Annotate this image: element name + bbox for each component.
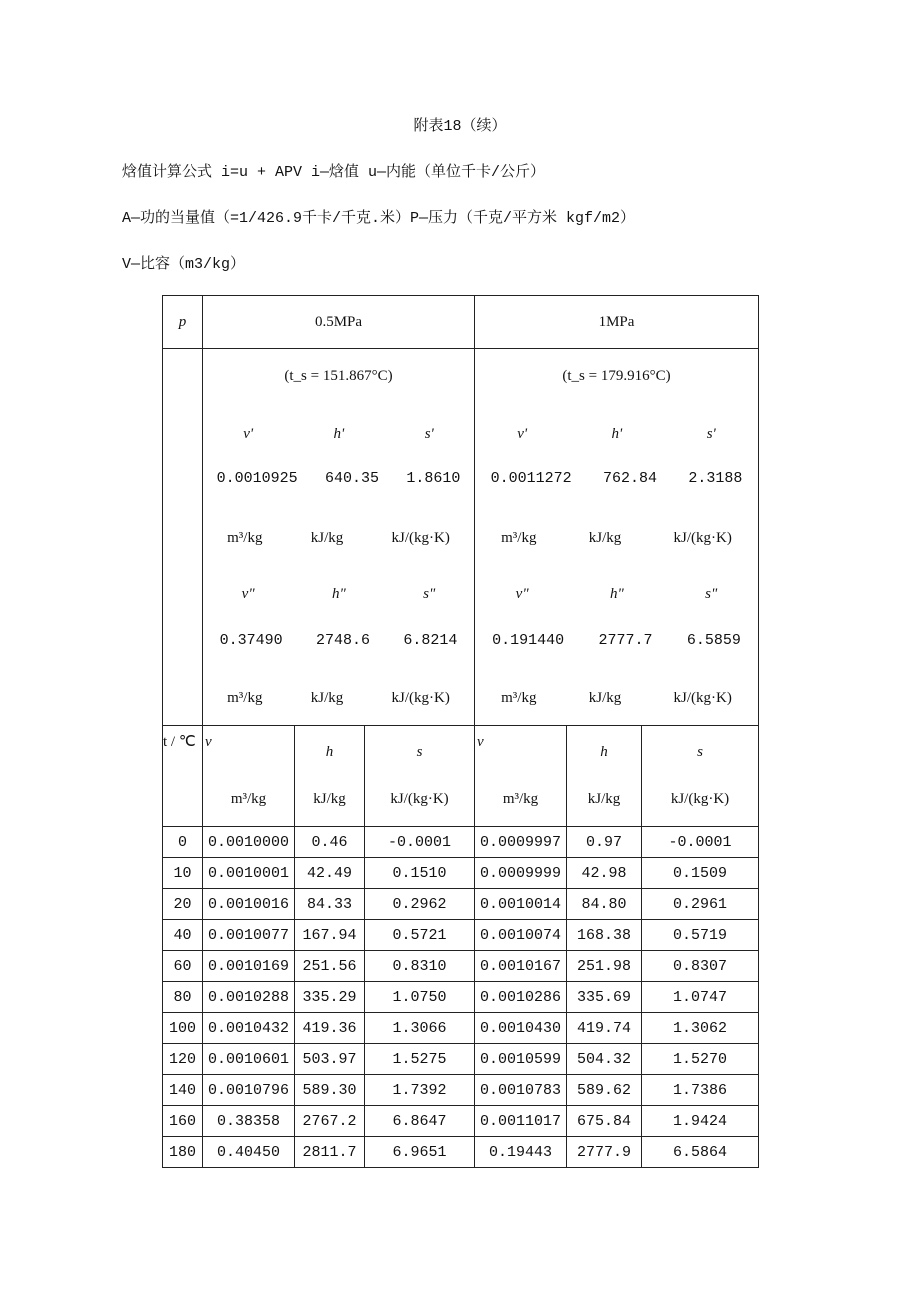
- col-header-v: v m³/kg: [475, 726, 567, 827]
- cell-v-05mpa: 0.0010000: [203, 827, 295, 858]
- unit-v: m³/kg: [227, 689, 263, 706]
- unit-s: kJ/(kg·K): [673, 689, 732, 706]
- cell-s-05mpa: 1.7392: [365, 1075, 475, 1106]
- sym-v-liquid: v': [243, 425, 254, 442]
- saturation-line: [475, 530, 758, 547]
- cell-s-1mpa: 0.8307: [642, 951, 759, 982]
- cell-h-05mpa: 335.29: [295, 982, 365, 1013]
- cell-h-1mpa: 84.80: [567, 889, 642, 920]
- saturation-line: [475, 586, 758, 603]
- cell-temperature: 20: [163, 889, 203, 920]
- saturation-line: [203, 426, 474, 443]
- s-vapor: 6.8214: [403, 631, 458, 649]
- sym-v-liquid: v': [517, 425, 528, 442]
- sym-s-vapor: s": [423, 585, 436, 602]
- cell-v-1mpa: 0.0010783: [475, 1075, 567, 1106]
- table-row: [163, 951, 759, 982]
- cell-s-1mpa: 1.0747: [642, 982, 759, 1013]
- cell-s-1mpa: 0.5719: [642, 920, 759, 951]
- cell-s-1mpa: 1.3062: [642, 1013, 759, 1044]
- cell-h-05mpa: 589.30: [295, 1075, 365, 1106]
- cell-temperature: 0: [163, 827, 203, 858]
- v-liquid: 0.0011272: [490, 469, 572, 487]
- table-title: 附表18（续）: [413, 118, 507, 135]
- pressure-header: 0.5MPa: [203, 296, 475, 349]
- s-liquid: 1.8610: [406, 469, 461, 487]
- ts: (t_s = 151.867°C): [284, 367, 393, 384]
- cell-h-05mpa: 2811.7: [295, 1137, 365, 1168]
- cell-h-1mpa: 335.69: [567, 982, 642, 1013]
- sym-h-vapor: h": [332, 585, 346, 602]
- sym-h-vapor: h": [610, 585, 624, 602]
- sym-h-liquid: h': [611, 425, 623, 442]
- col-header-h: h kJ/kg: [295, 726, 365, 827]
- cell-h-05mpa: 2767.2: [295, 1106, 365, 1137]
- saturation-line: [203, 632, 474, 649]
- unit-v: m³/kg: [227, 529, 263, 546]
- sym-v-vapor: v": [515, 585, 529, 602]
- cell-v-05mpa: 0.38358: [203, 1106, 295, 1137]
- saturation-block: [203, 349, 475, 726]
- pressure-header: 1MPa: [475, 296, 759, 349]
- cell-s-1mpa: 0.2961: [642, 889, 759, 920]
- table-row: [163, 858, 759, 889]
- table-row: [163, 827, 759, 858]
- cell-v-1mpa: 0.0010167: [475, 951, 567, 982]
- unit-h: kJ/kg: [588, 529, 622, 546]
- unit-h: kJ/kg: [310, 529, 344, 546]
- cell-h-05mpa: 42.49: [295, 858, 365, 889]
- cell-h-1mpa: 251.98: [567, 951, 642, 982]
- cell-s-1mpa: 1.5270: [642, 1044, 759, 1075]
- sym-v-vapor: v": [241, 585, 255, 602]
- table-row: [163, 920, 759, 951]
- cell-s-05mpa: -0.0001: [365, 827, 475, 858]
- cell-temperature: 40: [163, 920, 203, 951]
- sym-s-liquid: s': [706, 425, 716, 442]
- cell-v-1mpa: 0.0010286: [475, 982, 567, 1013]
- ts: (t_s = 179.916°C): [562, 367, 671, 384]
- cell-temperature: 120: [163, 1044, 203, 1075]
- cell-temperature: 180: [163, 1137, 203, 1168]
- cell-h-1mpa: 419.74: [567, 1013, 642, 1044]
- saturation-block: [475, 349, 759, 726]
- cell-v-1mpa: 0.0009997: [475, 827, 567, 858]
- cell-v-05mpa: 0.0010432: [203, 1013, 295, 1044]
- cell-h-05mpa: 167.94: [295, 920, 365, 951]
- saturation-line: [475, 426, 758, 443]
- cell-temperature: 10: [163, 858, 203, 889]
- table-row: [163, 1075, 759, 1106]
- sym-h-liquid: h': [333, 425, 345, 442]
- sym-s-liquid: s': [424, 425, 434, 442]
- cell-v-05mpa: 0.0010601: [203, 1044, 295, 1075]
- saturation-line: [475, 690, 758, 707]
- cell-temperature: 60: [163, 951, 203, 982]
- cell-h-1mpa: 0.97: [567, 827, 642, 858]
- h-vapor: 2777.7: [598, 631, 653, 649]
- table-row: [163, 1106, 759, 1137]
- table-row: [163, 889, 759, 920]
- cell-temperature: 80: [163, 982, 203, 1013]
- cell-s-05mpa: 1.3066: [365, 1013, 475, 1044]
- cell-h-05mpa: 0.46: [295, 827, 365, 858]
- cell-s-1mpa: 1.7386: [642, 1075, 759, 1106]
- cell-h-1mpa: 675.84: [567, 1106, 642, 1137]
- empty-cell: [163, 349, 203, 726]
- unit-s: kJ/(kg·K): [673, 529, 732, 546]
- p-label: p: [163, 296, 203, 349]
- cell-s-05mpa: 1.0750: [365, 982, 475, 1013]
- h-vapor: 2748.6: [315, 631, 370, 649]
- t-label: t / ℃: [163, 726, 203, 827]
- cell-h-05mpa: 419.36: [295, 1013, 365, 1044]
- col-header-v: v m³/kg: [203, 726, 295, 827]
- cell-v-05mpa: 0.0010077: [203, 920, 295, 951]
- cell-v-1mpa: 0.0010430: [475, 1013, 567, 1044]
- cell-v-05mpa: 0.40450: [203, 1137, 295, 1168]
- cell-s-05mpa: 6.9651: [365, 1137, 475, 1168]
- unit-s: kJ/(kg·K): [391, 529, 450, 546]
- saturation-line: [475, 470, 758, 487]
- cell-temperature: 160: [163, 1106, 203, 1137]
- cell-s-05mpa: 6.8647: [365, 1106, 475, 1137]
- saturation-line: [203, 530, 474, 547]
- cell-s-05mpa: 0.1510: [365, 858, 475, 889]
- cell-v-1mpa: 0.19443: [475, 1137, 567, 1168]
- cell-h-1mpa: 504.32: [567, 1044, 642, 1075]
- h-liquid: 762.84: [602, 469, 657, 487]
- table-row: [163, 1013, 759, 1044]
- v-vapor: 0.191440: [492, 631, 565, 649]
- note-specific-volume: V—比容（m3/kg）: [122, 256, 246, 273]
- cell-v-05mpa: 0.0010016: [203, 889, 295, 920]
- cell-s-1mpa: -0.0001: [642, 827, 759, 858]
- cell-v-05mpa: 0.0010001: [203, 858, 295, 889]
- cell-h-05mpa: 251.56: [295, 951, 365, 982]
- cell-s-05mpa: 1.5275: [365, 1044, 475, 1075]
- unit-h: kJ/kg: [310, 689, 344, 706]
- unit-h: kJ/kg: [588, 689, 622, 706]
- cell-s-05mpa: 0.2962: [365, 889, 475, 920]
- cell-temperature: 100: [163, 1013, 203, 1044]
- saturation-line: [203, 690, 474, 707]
- cell-s-1mpa: 1.9424: [642, 1106, 759, 1137]
- saturation-line: [203, 368, 474, 385]
- s-vapor: 6.5859: [686, 631, 741, 649]
- cell-s-05mpa: 0.5721: [365, 920, 475, 951]
- saturation-line: [203, 586, 474, 603]
- v-vapor: 0.37490: [219, 631, 283, 649]
- table-row: [163, 982, 759, 1013]
- cell-s-1mpa: 0.1509: [642, 858, 759, 889]
- cell-s-05mpa: 0.8310: [365, 951, 475, 982]
- cell-h-05mpa: 503.97: [295, 1044, 365, 1075]
- cell-s-1mpa: 6.5864: [642, 1137, 759, 1168]
- unit-v: m³/kg: [501, 529, 537, 546]
- cell-h-1mpa: 42.98: [567, 858, 642, 889]
- col-header-s: s kJ/(kg·K): [642, 726, 759, 827]
- v-liquid: 0.0010925: [216, 469, 298, 487]
- cell-h-1mpa: 2777.9: [567, 1137, 642, 1168]
- cell-v-1mpa: 0.0010074: [475, 920, 567, 951]
- saturation-line: [203, 470, 474, 487]
- note-work-equivalent: A—功的当量值（=1/426.9千卡/千克.米）P—压力（千克/平方米 kgf/m2）: [122, 210, 636, 227]
- table-row: [163, 1044, 759, 1075]
- table-row: [163, 1137, 759, 1168]
- cell-v-1mpa: 0.0011017: [475, 1106, 567, 1137]
- cell-v-1mpa: 0.0010599: [475, 1044, 567, 1075]
- saturation-line: [475, 368, 758, 385]
- cell-v-1mpa: 0.0010014: [475, 889, 567, 920]
- h-liquid: 640.35: [324, 469, 379, 487]
- sym-s-vapor: s": [705, 585, 718, 602]
- cell-h-1mpa: 168.38: [567, 920, 642, 951]
- cell-v-05mpa: 0.0010796: [203, 1075, 295, 1106]
- cell-h-1mpa: 589.62: [567, 1075, 642, 1106]
- unit-s: kJ/(kg·K): [391, 689, 450, 706]
- saturation-line: [475, 632, 758, 649]
- s-liquid: 2.3188: [688, 469, 743, 487]
- note-enthalpy-formula: 焓值计算公式 i=u + APV i—焓值 u—内能（单位千卡/公斤）: [122, 164, 546, 181]
- col-header-s: s kJ/(kg·K): [365, 726, 475, 827]
- col-header-h: h kJ/kg: [567, 726, 642, 827]
- cell-v-05mpa: 0.0010288: [203, 982, 295, 1013]
- unit-v: m³/kg: [501, 689, 537, 706]
- cell-v-1mpa: 0.0009999: [475, 858, 567, 889]
- cell-temperature: 140: [163, 1075, 203, 1106]
- cell-h-05mpa: 84.33: [295, 889, 365, 920]
- cell-v-05mpa: 0.0010169: [203, 951, 295, 982]
- steam-table: [162, 295, 759, 1168]
